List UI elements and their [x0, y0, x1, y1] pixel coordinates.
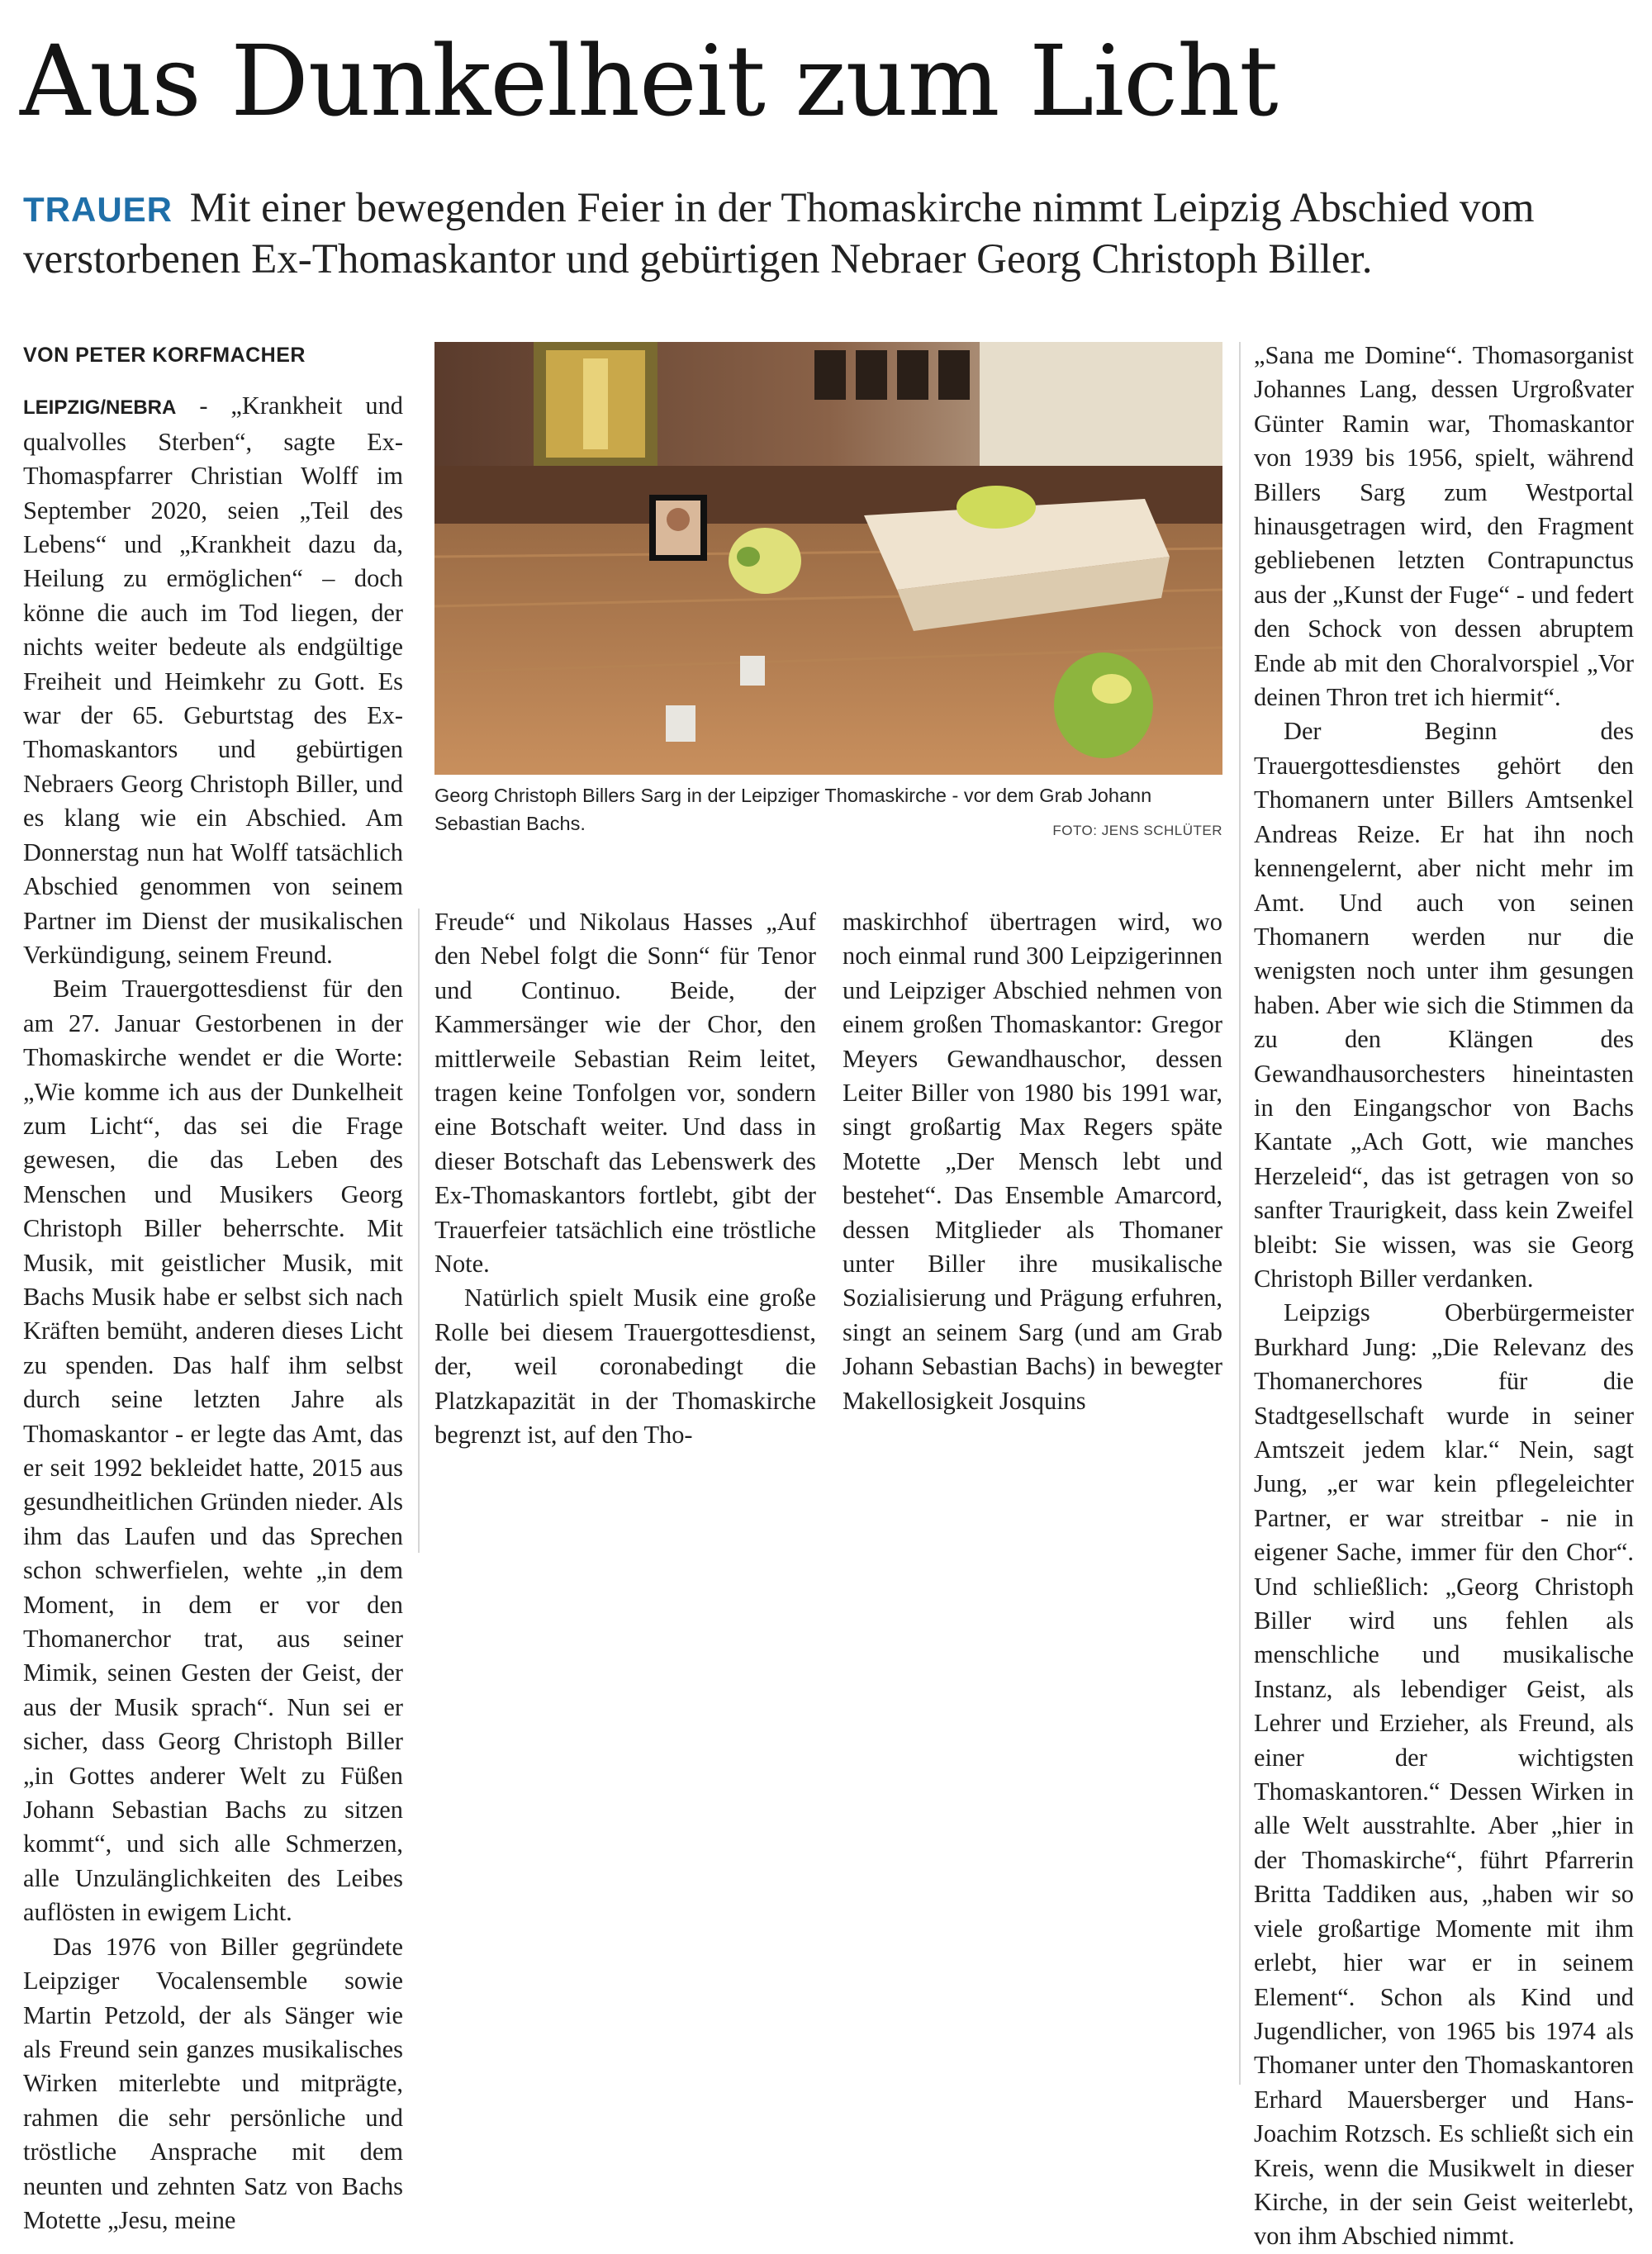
church-photo: [434, 342, 1222, 775]
column-divider: [418, 909, 420, 1553]
column-1: [23, 339, 403, 2237]
column-divider: [1239, 342, 1241, 2085]
headline: Aus Dunkelheit zum Licht: [20, 24, 1278, 138]
paragraph: maskirchhof übertragen wird, wo noch einmal rund 300 Leipzigerinnen und Leipziger Abschied nehmen von einem großen Thomaskantor: Gregor Meyers Gewandhauschor, dessen Leiter Biller von 1980 bis 1991 war, singt großartig Max Regers späte Motette „Der Mensch lebt und bestehet“. Das Ensemble Amarcord, dessen Mitglieder als Thomaner unter Biller ihre musikalische Sozialisierung und Prägung erfuhren, singt an seinem Sarg (und am Grab Johann Sebastian Bachs) in bewegter Makellosigkeit Josquins: [843, 908, 1222, 1415]
paragraph: [23, 389, 403, 972]
column-2: [434, 905, 816, 1453]
subheadline: [23, 183, 1642, 284]
coffin-in-church-image: [434, 342, 1222, 775]
paragraph: Natürlich spielt Musik eine große Rolle bei diesem Trauergottesdienst, der, weil coronabedingt die Platzkapazität in der Thomaskirche begrenzt ist, auf den Tho-: [434, 1284, 816, 1450]
column-4: [1254, 339, 1634, 2254]
paragraph-text: - „Krankheit und qualvolles Sterben“, sagte Ex-Thomaspfarrer Christian Wolff im September 2020, seien „Teil des Lebens“ und „Krankheit dazu da, Heilung zu ermöglichen“ – doch könne die auch im Tod liegen, der nichts weiter bedeute als endgültige Freiheit und Heimkehr zu Gott. Es war der 65. Geburtstag des Ex-Thomaskantors und gebürtigen Nebraers Georg Christoph Biller, und es klang wie ein Abschied. Am Donnerstag nun hat Wolff tatsächlich Abschied genommen von seinem Partner im Dienst der musikalischen Verkündigung, seinem Freund.: [23, 391, 403, 969]
paragraph: „Sana me Domine“. Thomasorganist Johannes Lang, dessen Urgroßvater Günter Ramin war, Thomaskantor von 1939 bis 1956, spielt, während Billers Sarg zum Westportal hinausgetragen wird, den Fragment gebliebenen letzten Contrapunctus aus der „Kunst der Fuge“ - und federt den Schock von dessen abruptem Ende ab mit den Choralvorspiel „Vor deinen Thron tret ich hiermit“.: [1254, 341, 1634, 712]
photo-credit: FOTO: JENS SCHLÜTER: [1052, 823, 1222, 838]
paragraph: Freude“ und Nikolaus Hasses „Auf den Nebel folgt die Sonn“ für Tenor und Continuo. Beide, der Kammersänger wie der Chor, den mittlerweile Sebastian Reim leitet, tragen keine Tonfolgen vor, sondern eine Botschaft weiter. Und dass in dieser Botschaft das Lebenswerk des Ex-Thomaskantors fortlebt, gibt der Trauerfeier tatsächlich eine tröstliche Note.: [434, 908, 816, 1279]
paragraph: Leipzigs Oberbürgermeister Burkhard Jung: „Die Relevanz des Thomanerchores für die Stadtgesellschaft wurde in seiner Amtszeit jedem klar.“ Nein, sagt Jung, „er war kein pflegeleichter Partner, er war streitbar - nie in eigener Sache, immer für den Chor“. Und schließlich: „Georg Christoph Biller wird uns fehlen als menschliche und musikalische Instanz, als lebendiger Geist, als Lehrer und Erzieher, als Freund, als einer der wichtigsten Thomaskantoren.“ Dessen Wirken in alle Welt ausstrahlte. Aber „hier in der Thomaskirche“, führt Pfarrerin Britta Taddiken aus, „haben wir so viele großartige Momente mit ihm erlebt, hier war er in seinem Element“. Schon als Kind und Jugendlicher, von 1965 bis 1974 als Thomaner unter den Thomaskantoren Erhard Mauersberger und Hans-Joachim Rotzsch. Es schließt sich ein Kreis, wenn die Musikwelt in dieser Kirche, in der sein Geist weiterlebt, von ihm Abschied nimmt.: [1254, 1298, 1634, 2251]
byline: VON PETER KORFMACHER: [23, 344, 306, 367]
kicker: TRAUER: [23, 190, 173, 229]
column-3: [843, 905, 1222, 1418]
photo-caption: Georg Christoph Billers Sarg in der Leipziger Thomaskirche - vor dem Grab Johann Sebastian Bachs.: [434, 785, 1152, 834]
dateline: LEIPZIG/NEBRA: [23, 396, 177, 420]
paragraph: Der Beginn des Trauergottesdienstes gehört den Thomanern unter Billers Amtsenkel Andreas Reize. Er hat ihn noch kennengelernt, aber nicht mehr im Amt. Und auch von seinen Thomanern werden nur die wenigsten noch unter ihm gesungen haben. Aber wie sich die Stimmen da zu den Klängen des Gewandhausorchesters hineintasten in den Eingangschor von Bachs Kantate „Ach Gott, wie manches Herzeleid“, das ist getragen von so sanfter Traurigkeit, dass kein Zweifel bleibt: Sie wissen, was sie Georg Christoph Biller verdanken.: [1254, 717, 1634, 1293]
subheadline-text: Mit einer bewegenden Feier in der Thomaskirche nimmt Leipzig Abschied vom verstorbenen Ex-Thomaskantor und gebürtigen Nebraer Georg Christoph Biller.: [23, 185, 1535, 282]
paragraph: Das 1976 von Biller gegründete Leipziger Vocalensemble sowie Martin Petzold, der als Sänger wie als Freund sein ganzes musikalisches Wirken miterlebte und mitprägte, rahmen die sehr persönliche und tröstliche Ansprache mit dem neunten und zehnten Satz von Bachs Motette „Jesu, meine: [23, 1932, 403, 2234]
paragraph: Beim Trauergottesdienst für den am 27. Januar Gestorbenen in der Thomaskirche wendet er die Worte: „Wie komme ich aus der Dunkelheit zum Licht“, das sei die Frage gewesen, die das Leben des Menschen und Musikers Georg Christoph Biller beherrschte. Mit Musik, mit geistlicher Musik, mit Bachs Musik habe er selbst sich nach Kräften bemüht, anderen dieses Licht zu spenden. Das half ihm selbst durch seine letzten Jahre als Thomaskantor - er legte das Amt, das er seit 1992 bekleidet hatte, 2015 aus gesundheitlichen Gründen nieder. Als ihm das Laufen und das Sprechen schon schwerfielen, wehte „in dem Moment, in dem er vor den Thomanerchor trat, aus seiner Mimik, seinen Gesten der Geist, der aus der Musik sprach“. Nun sei er sicher, dass Georg Christoph Biller „in Gottes anderer Welt zu Füßen Johann Sebastian Bachs zu sitzen kommt“, und sich alle Schmerzen, alle Unzulänglichkeiten des Leibes auflösten in ewigem Licht.: [23, 975, 403, 1927]
